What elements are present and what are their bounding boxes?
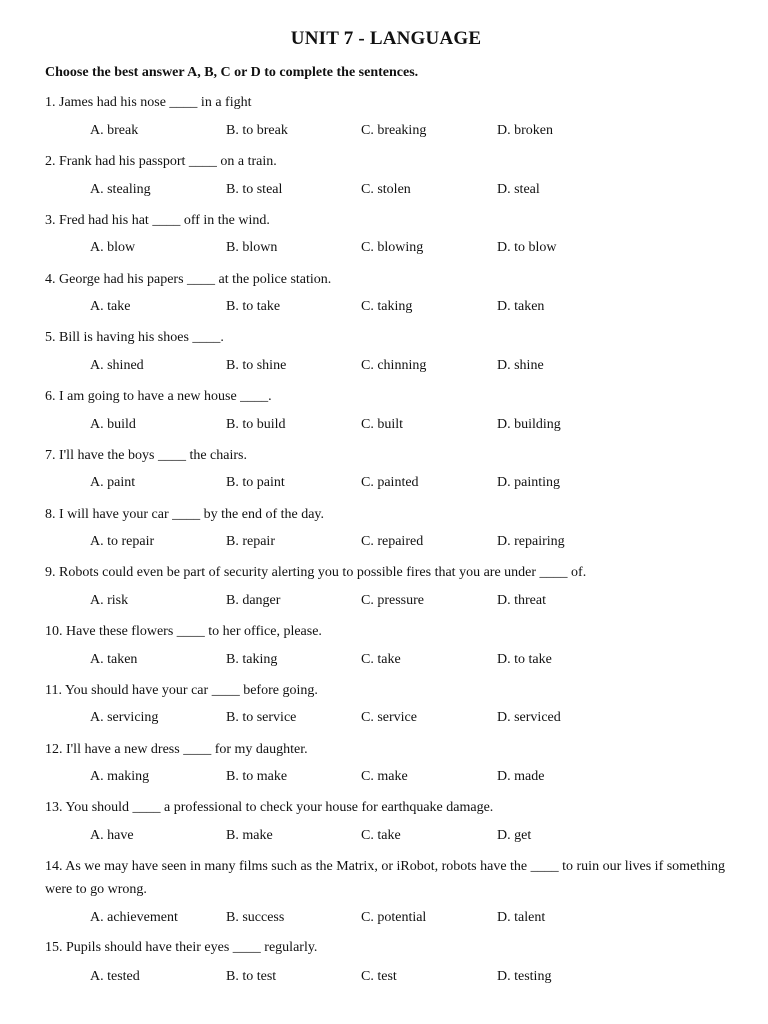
answer-options-row bbox=[0, 123, 768, 143]
question-stem: 4. George had his papers ____ at the police station. bbox=[45, 272, 332, 287]
answer-options-row bbox=[0, 417, 768, 437]
answer-option-b: B. repair bbox=[226, 534, 275, 549]
answer-option-b: B. to take bbox=[226, 299, 281, 314]
answer-option-d: D. threat bbox=[497, 593, 546, 608]
answer-option-a: A. blow bbox=[90, 240, 136, 255]
answer-option-c: C. built bbox=[361, 417, 404, 432]
question-stem: 2. Frank had his passport ____ on a train. bbox=[45, 154, 277, 169]
answer-options-row bbox=[0, 358, 768, 378]
answer-option-a: A. break bbox=[90, 123, 139, 138]
answer-option-c: C. take bbox=[361, 652, 401, 667]
answer-option-c: C. test bbox=[361, 969, 397, 984]
answer-option-b: B. to service bbox=[226, 710, 297, 725]
answer-option-d: D. broken bbox=[497, 123, 553, 138]
answer-option-c: C. taking bbox=[361, 299, 413, 314]
answer-option-a: A. achievement bbox=[90, 910, 178, 925]
answer-option-c: C. repaired bbox=[361, 534, 424, 549]
answer-option-c: C. breaking bbox=[361, 123, 427, 138]
question-stem: 12. I'll have a new dress ____ for my daughter. bbox=[45, 742, 308, 757]
answer-option-a: A. paint bbox=[90, 475, 136, 490]
question-stem: 13. You should ____ a professional to check your house for earthquake damage. bbox=[45, 800, 494, 815]
answer-option-b: B. to make bbox=[226, 769, 288, 784]
answer-option-b: B. to break bbox=[226, 123, 288, 138]
answer-option-c: C. blowing bbox=[361, 240, 424, 255]
answer-option-b: B. to shine bbox=[226, 358, 287, 373]
question-stem: 8. I will have your car ____ by the end of the day. bbox=[45, 507, 325, 522]
answer-option-d: D. repairing bbox=[497, 534, 565, 549]
answer-options-row bbox=[0, 182, 768, 202]
answer-options-row bbox=[0, 593, 768, 613]
answer-options-row bbox=[0, 534, 768, 554]
answer-options-row bbox=[0, 240, 768, 260]
question-stem: 7. I'll have the boys ____ the chairs. bbox=[45, 448, 247, 463]
page-title: UNIT 7 - LANGUAGE bbox=[290, 28, 482, 49]
answer-option-d: D. made bbox=[497, 769, 545, 784]
answer-option-a: A. build bbox=[90, 417, 136, 432]
answer-option-a: A. making bbox=[90, 769, 150, 784]
question-stem: 10. Have these flowers ____ to her office, please. bbox=[45, 624, 322, 639]
answer-option-b: B. make bbox=[226, 828, 273, 843]
answer-option-a: A. servicing bbox=[90, 710, 159, 725]
answer-option-d: D. talent bbox=[497, 910, 546, 925]
answer-option-a: A. take bbox=[90, 299, 131, 314]
answer-option-a: A. risk bbox=[90, 593, 129, 608]
answer-option-d: D. to take bbox=[497, 652, 552, 667]
answer-option-a: A. tested bbox=[90, 969, 140, 984]
answer-option-c: C. painted bbox=[361, 475, 419, 490]
answer-option-d: D. steal bbox=[497, 182, 540, 197]
question-stem: 5. Bill is having his shoes ____. bbox=[45, 330, 224, 345]
answer-option-d: D. building bbox=[497, 417, 561, 432]
answer-option-d: D. painting bbox=[497, 475, 560, 490]
answer-option-b: B. to paint bbox=[226, 475, 285, 490]
answer-options-row bbox=[0, 710, 768, 730]
answer-option-c: C. potential bbox=[361, 910, 427, 925]
answer-option-c: C. stolen bbox=[361, 182, 411, 197]
answer-options-row bbox=[0, 652, 768, 672]
answer-option-d: D. serviced bbox=[497, 710, 561, 725]
answer-option-a: A. stealing bbox=[90, 182, 151, 197]
answer-option-a: A. shined bbox=[90, 358, 144, 373]
answer-option-b: B. to build bbox=[226, 417, 286, 432]
answer-option-c: C. chinning bbox=[361, 358, 427, 373]
instruction-text: Choose the best answer A, B, C or D to complete the sentences. bbox=[45, 65, 419, 80]
answer-options-row bbox=[0, 475, 768, 495]
answer-option-b: B. success bbox=[226, 910, 285, 925]
answer-option-a: A. to repair bbox=[90, 534, 155, 549]
answer-option-d: D. taken bbox=[497, 299, 545, 314]
answer-option-b: B. to test bbox=[226, 969, 277, 984]
question-stem: 15. Pupils should have their eyes ____ regularly. bbox=[45, 940, 318, 955]
answer-option-d: D. testing bbox=[497, 969, 552, 984]
answer-option-d: D. to blow bbox=[497, 240, 557, 255]
answer-option-d: D. shine bbox=[497, 358, 544, 373]
answer-option-b: B. taking bbox=[226, 652, 278, 667]
answer-option-a: A. taken bbox=[90, 652, 138, 667]
answer-options-row bbox=[0, 769, 768, 789]
answer-options-row bbox=[0, 910, 768, 930]
answer-option-a: A. have bbox=[90, 828, 134, 843]
question-stem: 11. You should have your car ____ before going. bbox=[45, 683, 318, 698]
question-stem: 3. Fred had his hat ____ off in the wind. bbox=[45, 213, 270, 228]
question-stem: 14. As we may have seen in many films such as the Matrix, or iRobot, robots have the ____ to ruin our lives if something were to go wrong. bbox=[45, 859, 726, 897]
answer-option-c: C. service bbox=[361, 710, 417, 725]
answer-option-b: B. to steal bbox=[226, 182, 283, 197]
answer-options-row bbox=[0, 828, 768, 848]
answer-option-b: B. danger bbox=[226, 593, 281, 608]
answer-option-c: C. make bbox=[361, 769, 408, 784]
answer-option-d: D. get bbox=[497, 828, 532, 843]
question-stem: 6. I am going to have a new house ____. bbox=[45, 389, 272, 404]
answer-option-c: C. pressure bbox=[361, 593, 424, 608]
answer-option-c: C. take bbox=[361, 828, 401, 843]
question-stem: 1. James had his nose ____ in a fight bbox=[45, 95, 252, 110]
answer-option-b: B. blown bbox=[226, 240, 278, 255]
question-stem: 9. Robots could even be part of security alerting you to possible fires that you are under ____ of. bbox=[45, 565, 587, 580]
answer-options-row bbox=[0, 969, 768, 989]
answer-options-row bbox=[0, 299, 768, 319]
